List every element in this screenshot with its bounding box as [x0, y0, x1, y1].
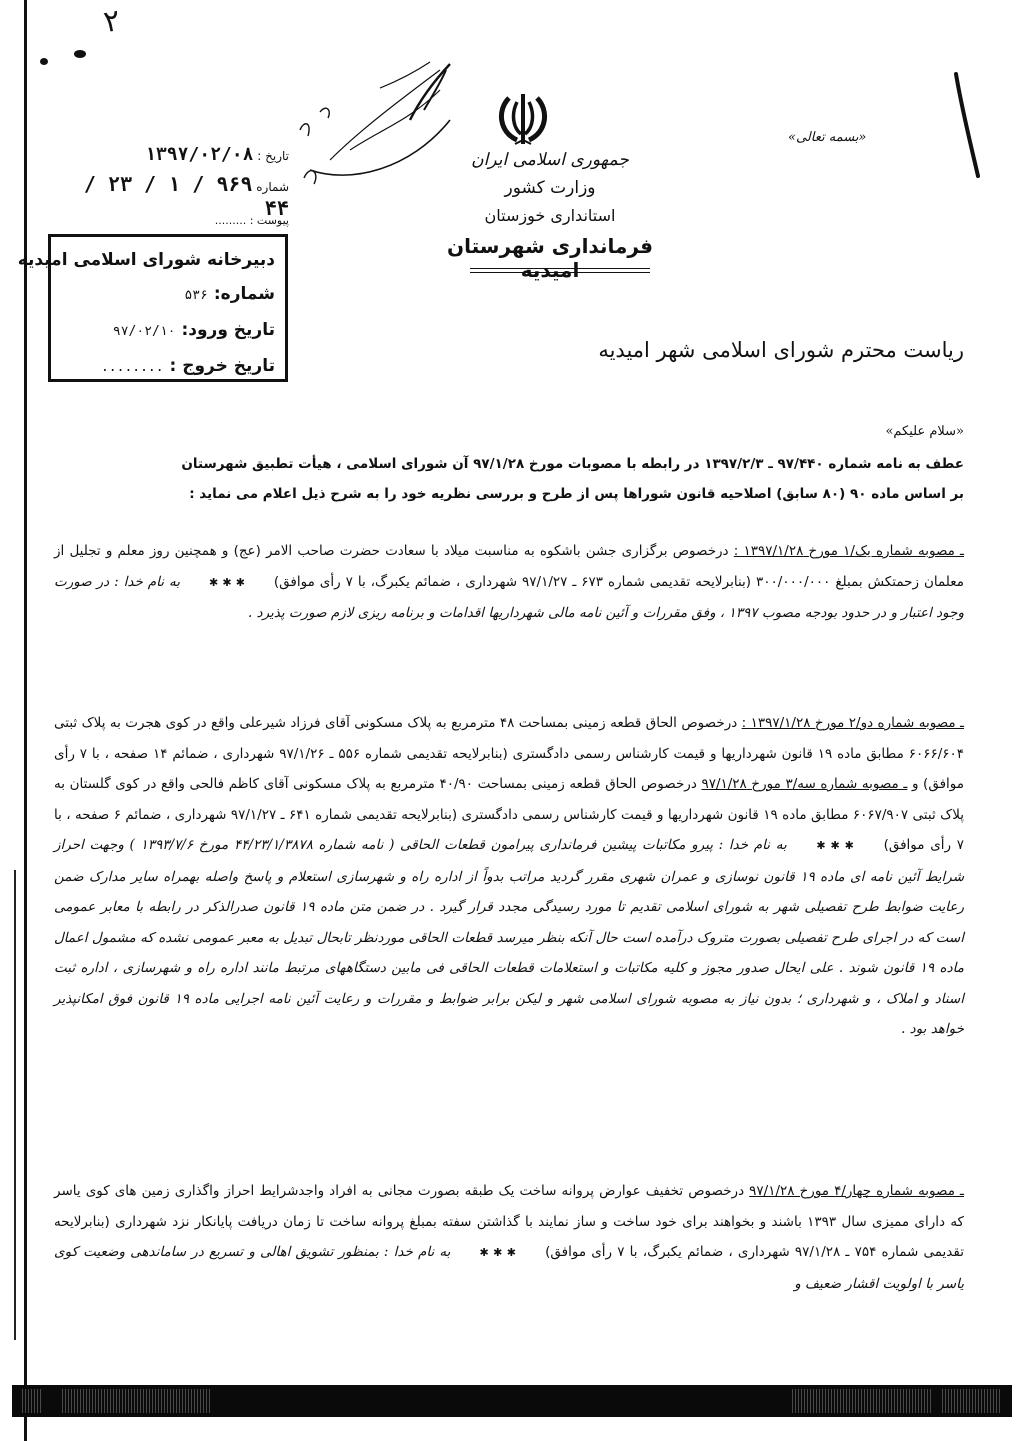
number-value: ۹۶۹ / ۱ / ۲۳ / ۴۴ [83, 172, 289, 220]
stamp-exit-date-value: ........ [100, 360, 164, 375]
resolution-2-3-opinion: به نام خدا : پیرو مکاتبات پیشین فرمانداری پیرامون قطعات الحاقی ( نامه شماره ۴۴/۲۳/۱/۳۸۷۸ مورخ ۱۳۹۳/۷/۶ ) وجهت احراز شرایط آئین نامه ای ماده ۱۹ قانون نوسازی و عمران شهری مقرر گردید مراتب بدواً از اداره راه و شهرسازی استعلام و پاسخ واصله بهمراه سایر مدارک ضمن رعایت ضوابط طرح تفصیلی شهر به شورای اسلامی تقدیم تا مورد رسیدگی مجدد قرار گیرد . در ضمن متن ماده ۱۹ قانون صدرالذکر در رابطه با معابر عمومی است که در اجرای طرح تفصیلی بصورت متروک درآمده است حال آنکه بنظر میرسد قطعات الحاقی موردنظر تابحال تبدیل به معبر عمومی نشده که مشمول اعمال ماده ۱۹ قانون شوند . علی ایحال صدور مجوز و کلیه مکاتبات و استعلامات قطعات الحاقی فی مابین دستگاههای مرتبط مانند اداره راه و شهرسازی ، اداره ثبت اسناد و املاک ، و شهرداری ؛ بدون نیاز به مصوبه شورای اسلامی شهر و لیکن برابر ضوابط و مقررات و رعایت آئین نامه اجرایی ماده ۱۹ قانون فوق امکانپذیر خواهد بود . [54, 837, 964, 1037]
stamp-entry-date [61, 313, 275, 349]
handwritten-signature [290, 60, 480, 190]
scan-speck [40, 58, 48, 65]
scan-noise [792, 1389, 932, 1413]
resolution-4 [54, 1176, 964, 1299]
scan-noise [62, 1389, 212, 1413]
stamp-number [61, 277, 275, 313]
resolution-4-body: درخصوص تخفیف عوارض پروانه ساخت یک طبقه بصورت مجانی به افراد واجدشرایط احراز واگذاری زمین های کوی یاسر که دارای ممیزی سال ۱۳۹۳ باشند و بخواهند برای خود ساخت و ساز نمایند با گذاشتن سفته بمبلغ پروانه ساخت تا زمان دریافت پایانکار نزد شهرداری (بنابرلایحه تقدیمی شماره ۷۵۴ ـ ۹۷/۱/۲۸ شهرداری ، ضمائم یکبرگ، با ۷ رأی موافق) [54, 1183, 964, 1260]
scan-footer-band [12, 1385, 1012, 1417]
secretariat-stamp [17, 234, 288, 382]
resolution-3-body: درخصوص الحاق قطعه زمینی بمساحت ۴۰/۹۰ مترمربع به پلاک مسکونی آقای کاظم فالحی واقع در کوی گلستان به پلاک ثبتی ۶۰۶۷/۹۰۷ مطابق ماده ۱۹ قانون شهرداریها و قیمت کارشناس رسمی دادگستری (بنابرلایحه تقدیمی شماره ۶۴۱ ـ ۹۷/۱/۲۷ شهرداری ، ضمائم ۶ صفحه ، با ۷ رأی موافق) [54, 776, 965, 853]
scan-speck [74, 50, 86, 58]
letter-number [64, 172, 289, 220]
resolution-2-3 [54, 708, 964, 1045]
scan-left-border [24, 0, 27, 1441]
letter-date [64, 144, 289, 165]
stamp-entry-date-value: ۹۷/۰۲/۱۰ [112, 324, 176, 339]
number-label: شماره [256, 180, 289, 194]
letterhead-province: استانداری خوزستان [484, 206, 616, 225]
stamp-title: دبیرخانه شورای اسلامی امیدیه [17, 250, 275, 270]
resolution-3-heading: ـ مصوبه شماره سه/۳ مورخ ۹۷/۱/۲۸ [701, 776, 908, 792]
stamp-entry-date-label: تاریخ ورود: [181, 320, 275, 340]
attachment-value: ......... [214, 214, 247, 227]
letter-attachment [64, 214, 289, 227]
resolution-2-heading: ـ مصوبه شماره دو/۲ مورخ ۱۳۹۷/۱/۲۸ : [741, 715, 965, 731]
greeting: «سلام علیکم» [885, 424, 964, 439]
separator-stars-icon: ✱ ✱ ✱ [816, 839, 854, 852]
separator-stars-icon: ✱ ✱ ✱ [479, 1246, 516, 1259]
addressee: ریاست محترم شورای اسلامی شهر امیدیه [598, 338, 964, 362]
date-label: تاریخ : [257, 149, 289, 163]
corner-mark-icon [946, 70, 986, 180]
scan-noise [942, 1389, 1002, 1413]
resolution-1-heading: ـ مصوبه شماره یک/۱ مورخ ۱۳۹۷/۱/۲۸ : [733, 543, 965, 559]
resolution-4-opinion: به نام خدا : بمنظور تشویق اهالی و تسریع در ساماندهی وضعیت کوی یاسر با اولویت اقشار ضعیف و [54, 1244, 964, 1292]
stamp-number-value: ۵۳۶ [184, 288, 208, 303]
letterhead-ministry: وزارت کشور [504, 178, 596, 198]
resolution-1 [54, 536, 964, 629]
letterhead-divider [470, 268, 650, 273]
letterhead-country: جمهوری اسلامی ایران [471, 150, 629, 170]
date-value: ۱۳۹۷/۰۲/۰۸ [145, 144, 254, 165]
scan-noise [22, 1389, 42, 1413]
stamp-exit-date-label: تاریخ خروج : [169, 356, 275, 376]
scan-left-border-inner [14, 870, 16, 1340]
resolution-1-opinion: به نام خدا : در صورت وجود اعتبار و در حدود بودجه مصوب ۱۳۹۷ ، وفق مقررات و آئین نامه مالی شهرداریها اقدامات و برنامه ریزی لازم صورت پذیرد . [54, 573, 964, 621]
resolution-4-heading: ـ مصوبه شماره چهار/۴ مورخ ۹۷/۱/۲۸ [749, 1183, 964, 1199]
intro-line-1: عطف به نامه شماره ۹۷/۴۴۰ ـ ۱۳۹۷/۲/۳ در رابطه با مصوبات مورخ ۹۷/۱/۲۸ آن شورای اسلامی ، هیأت تطبیق شهرستان [181, 456, 964, 472]
stamp-exit-date [61, 349, 275, 385]
stamp-number-label: شماره: [213, 284, 275, 304]
attachment-label: پیوست : [249, 214, 289, 227]
intro-line-2: بر اساس ماده ۹۰ (۸۰ سابق) اصلاحیه قانون شوراها پس از طرح و بررسی نظریه خود را به شرح ذیل اعلام می نماید : [189, 486, 964, 502]
iran-emblem-icon [495, 88, 551, 148]
resolution-2-body: درخصوص الحاق قطعه زمینی بمساحت ۴۸ مترمربع به پلاک مسکونی آقای فرزاد شیرعلی واقع در کوی هجرت به پلاک ثبتی ۶۰۶۶/۶۰۴ مطابق ماده ۱۹ قانون شهرداریها و قیمت کارشناس رسمی دادگستری (بنابرلایحه تقدیمی شماره ۵۵۶ ـ ۹۷/۱/۲۶ شهرداری ، ضمائم ۱۴ صفحه ، با ۷ رأی موافق) و [54, 715, 964, 792]
resolution-1-body: درخصوص برگزاری جشن باشکوه به مناسبت میلاد با سعادت حضرت صاحب الامر (عج) و همچنین روز معلم و تجلیل از معلمان زحمتکش بمبلغ ۳۰۰/۰۰۰/۰۰۰ (بنابرلایحه تقدیمی شماره ۶۷۳ ـ ۹۷/۱/۲۷ شهرداری ، ضمائم یکبرگ، با ۷ رأی موافق) [54, 543, 965, 590]
separator-stars-icon: ✱ ✱ ✱ [208, 575, 245, 589]
letterhead-governorate: فرمانداری شهرستان امیدیه [447, 234, 653, 282]
handwritten-page-number: ۲ [101, 2, 124, 41]
bismillah: «بسمه تعالی» [788, 130, 867, 145]
